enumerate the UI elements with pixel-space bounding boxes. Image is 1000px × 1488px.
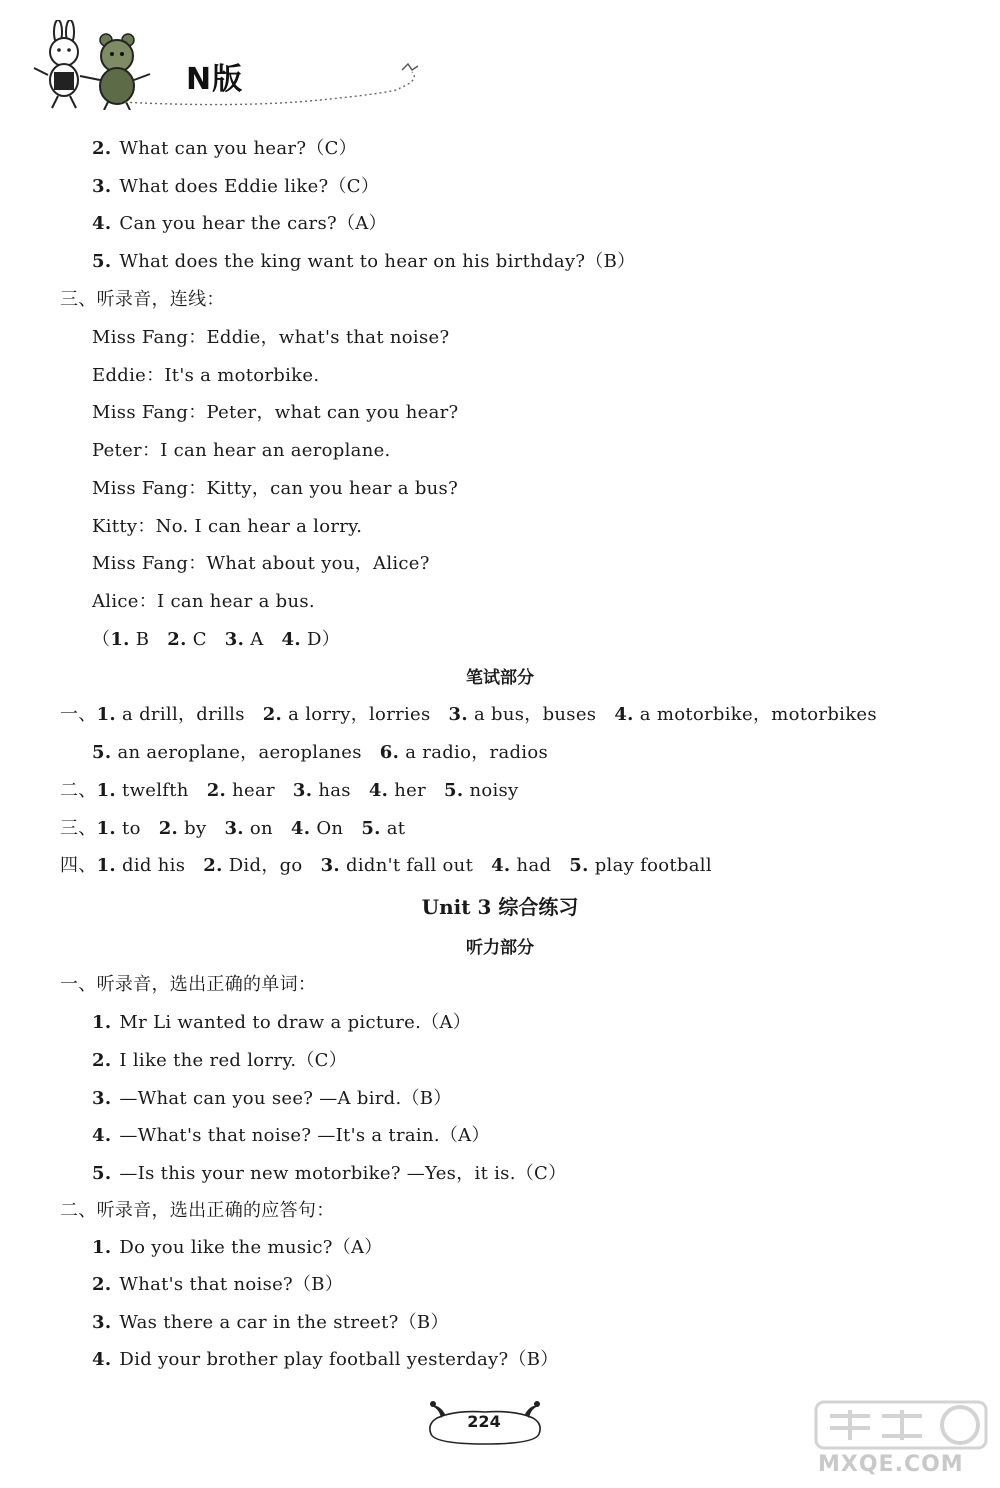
list-item: 3. What does Eddie like?（C） bbox=[92, 176, 380, 197]
list-item: 5. —Is this your new motorbike? —Yes，it is.（C） bbox=[92, 1163, 567, 1184]
section-heading: 笔试部分 bbox=[466, 668, 534, 688]
page-header bbox=[0, 0, 1000, 120]
section-title: 二、听录音，选出正确的应答句： bbox=[60, 1200, 335, 1221]
list-item: 2. I like the red lorry.（C） bbox=[92, 1050, 348, 1071]
list-item: 5. What does the king want to hear on his birthday?（B） bbox=[92, 251, 636, 272]
list-item: 2. What can you hear?（C） bbox=[92, 138, 357, 159]
list-item: 1. Mr Li wanted to draw a picture.（A） bbox=[92, 1012, 472, 1033]
dialogue-line: Eddie：It's a motorbike. bbox=[92, 365, 320, 386]
list-item: 3. —What can you see? —A bird.（B） bbox=[92, 1088, 452, 1109]
unit-title: Unit 3 综合练习 bbox=[421, 895, 579, 919]
dialogue-line: Miss Fang：Peter，what can you hear? bbox=[92, 402, 459, 423]
answer-key: （1. B 2. C 3. A 4. D） bbox=[92, 629, 341, 650]
edition-label: N版 bbox=[186, 62, 244, 97]
dialogue-line: Miss Fang：What about you，Alice? bbox=[92, 553, 430, 574]
list-item: 4. —What's that noise? —It's a train.（A） bbox=[92, 1125, 490, 1146]
page-number: 224 bbox=[467, 1412, 501, 1431]
watermark-text: MXQE.COM bbox=[818, 1452, 964, 1477]
section-title: 一、听录音，选出正确的单词： bbox=[60, 974, 317, 995]
answer-row: 5. an aeroplane，aeroplanes 6. a radio，radios bbox=[92, 742, 549, 763]
list-item: 1. Do you like the music?（A） bbox=[92, 1237, 383, 1258]
answer-row: 一、1. a drill，drills 2. a lorry，lorries 3. a bus，buses 4. a motorbike，motorbikes bbox=[60, 704, 877, 725]
dialogue-line: Kitty：No. I can hear a lorry. bbox=[92, 516, 363, 537]
dialogue-line: Peter：I can hear an aeroplane. bbox=[92, 440, 391, 461]
section-title: 三、听录音，连线： bbox=[60, 289, 225, 310]
list-item: 3. Was there a car in the street?（B） bbox=[92, 1312, 449, 1333]
answer-row: 二、1. twelfth 2. hear 3. has 4. her 5. noisy bbox=[60, 780, 519, 801]
list-item: 4. Can you hear the cars?（A） bbox=[92, 213, 387, 234]
dotted-flourish-line bbox=[120, 60, 430, 110]
answer-row: 四、1. did his 2. Did，go 3. didn't fall out 4. had 5. play football bbox=[60, 855, 712, 876]
answer-row: 三、1. to 2. by 3. on 4. On 5. at bbox=[60, 818, 406, 839]
dialogue-line: Miss Fang：Kitty，can you hear a bus? bbox=[92, 478, 459, 499]
page-number-badge bbox=[425, 1394, 545, 1458]
dialogue-line: Miss Fang：Eddie，what's that noise? bbox=[92, 327, 450, 348]
dialogue-line: Alice：I can hear a bus. bbox=[92, 591, 315, 612]
list-item: 2. What's that noise?（B） bbox=[92, 1274, 344, 1295]
section-heading: 听力部分 bbox=[466, 938, 534, 958]
list-item: 4. Did your brother play football yesterday?（B） bbox=[92, 1349, 559, 1370]
